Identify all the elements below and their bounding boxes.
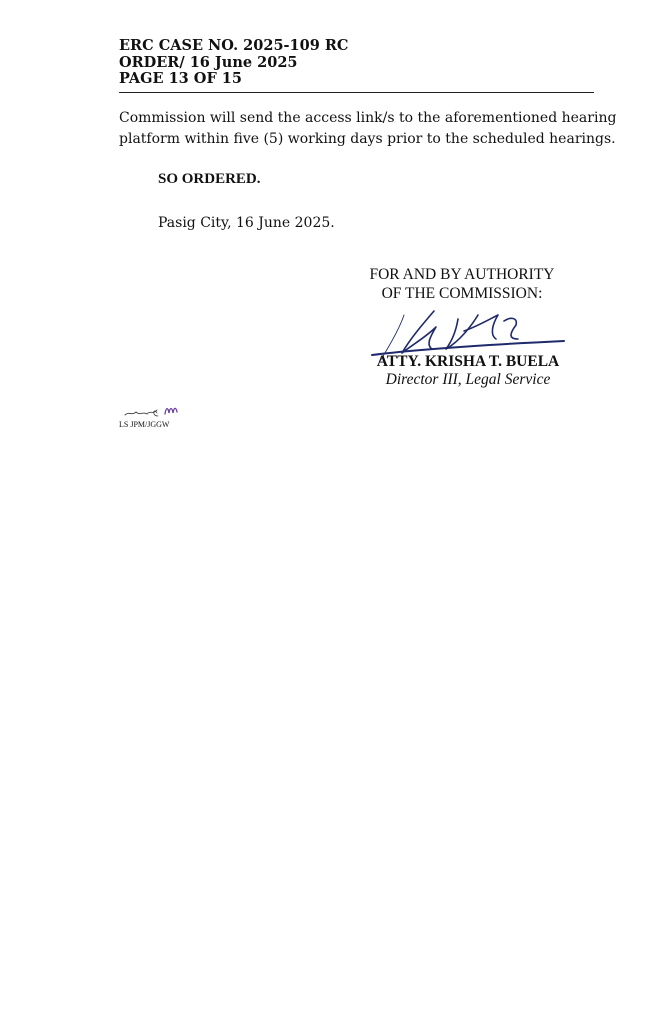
document-header xyxy=(119,38,593,88)
page-number: PAGE 13 OF 15 xyxy=(119,70,242,87)
body-paragraph xyxy=(119,108,617,150)
ls-code: LS JPM/JGGW xyxy=(119,420,170,429)
initials-marks xyxy=(119,403,179,419)
paragraph-line: Commission will send the access link/s to the aforementioned hearing xyxy=(119,110,617,126)
signatory-name: ATTY. KRISHA T. BUELA xyxy=(376,353,560,370)
order-date: ORDER/ 16 June 2025 xyxy=(119,53,298,71)
authority-line: OF THE COMMISSION: xyxy=(381,285,543,302)
place-date: Pasig City, 16 June 2025. xyxy=(158,215,335,231)
header-divider xyxy=(119,92,594,93)
so-ordered: SO ORDERED. xyxy=(158,171,261,187)
case-number: ERC CASE NO. 2025-109 RC xyxy=(119,37,349,54)
authority-line: FOR AND BY AUTHORITY xyxy=(369,266,555,283)
authority-statement xyxy=(352,265,572,303)
signatory-title: Director III, Legal Service xyxy=(385,371,551,388)
paragraph-line: platform within five (5) working days prior to the scheduled hearings. xyxy=(119,131,616,147)
